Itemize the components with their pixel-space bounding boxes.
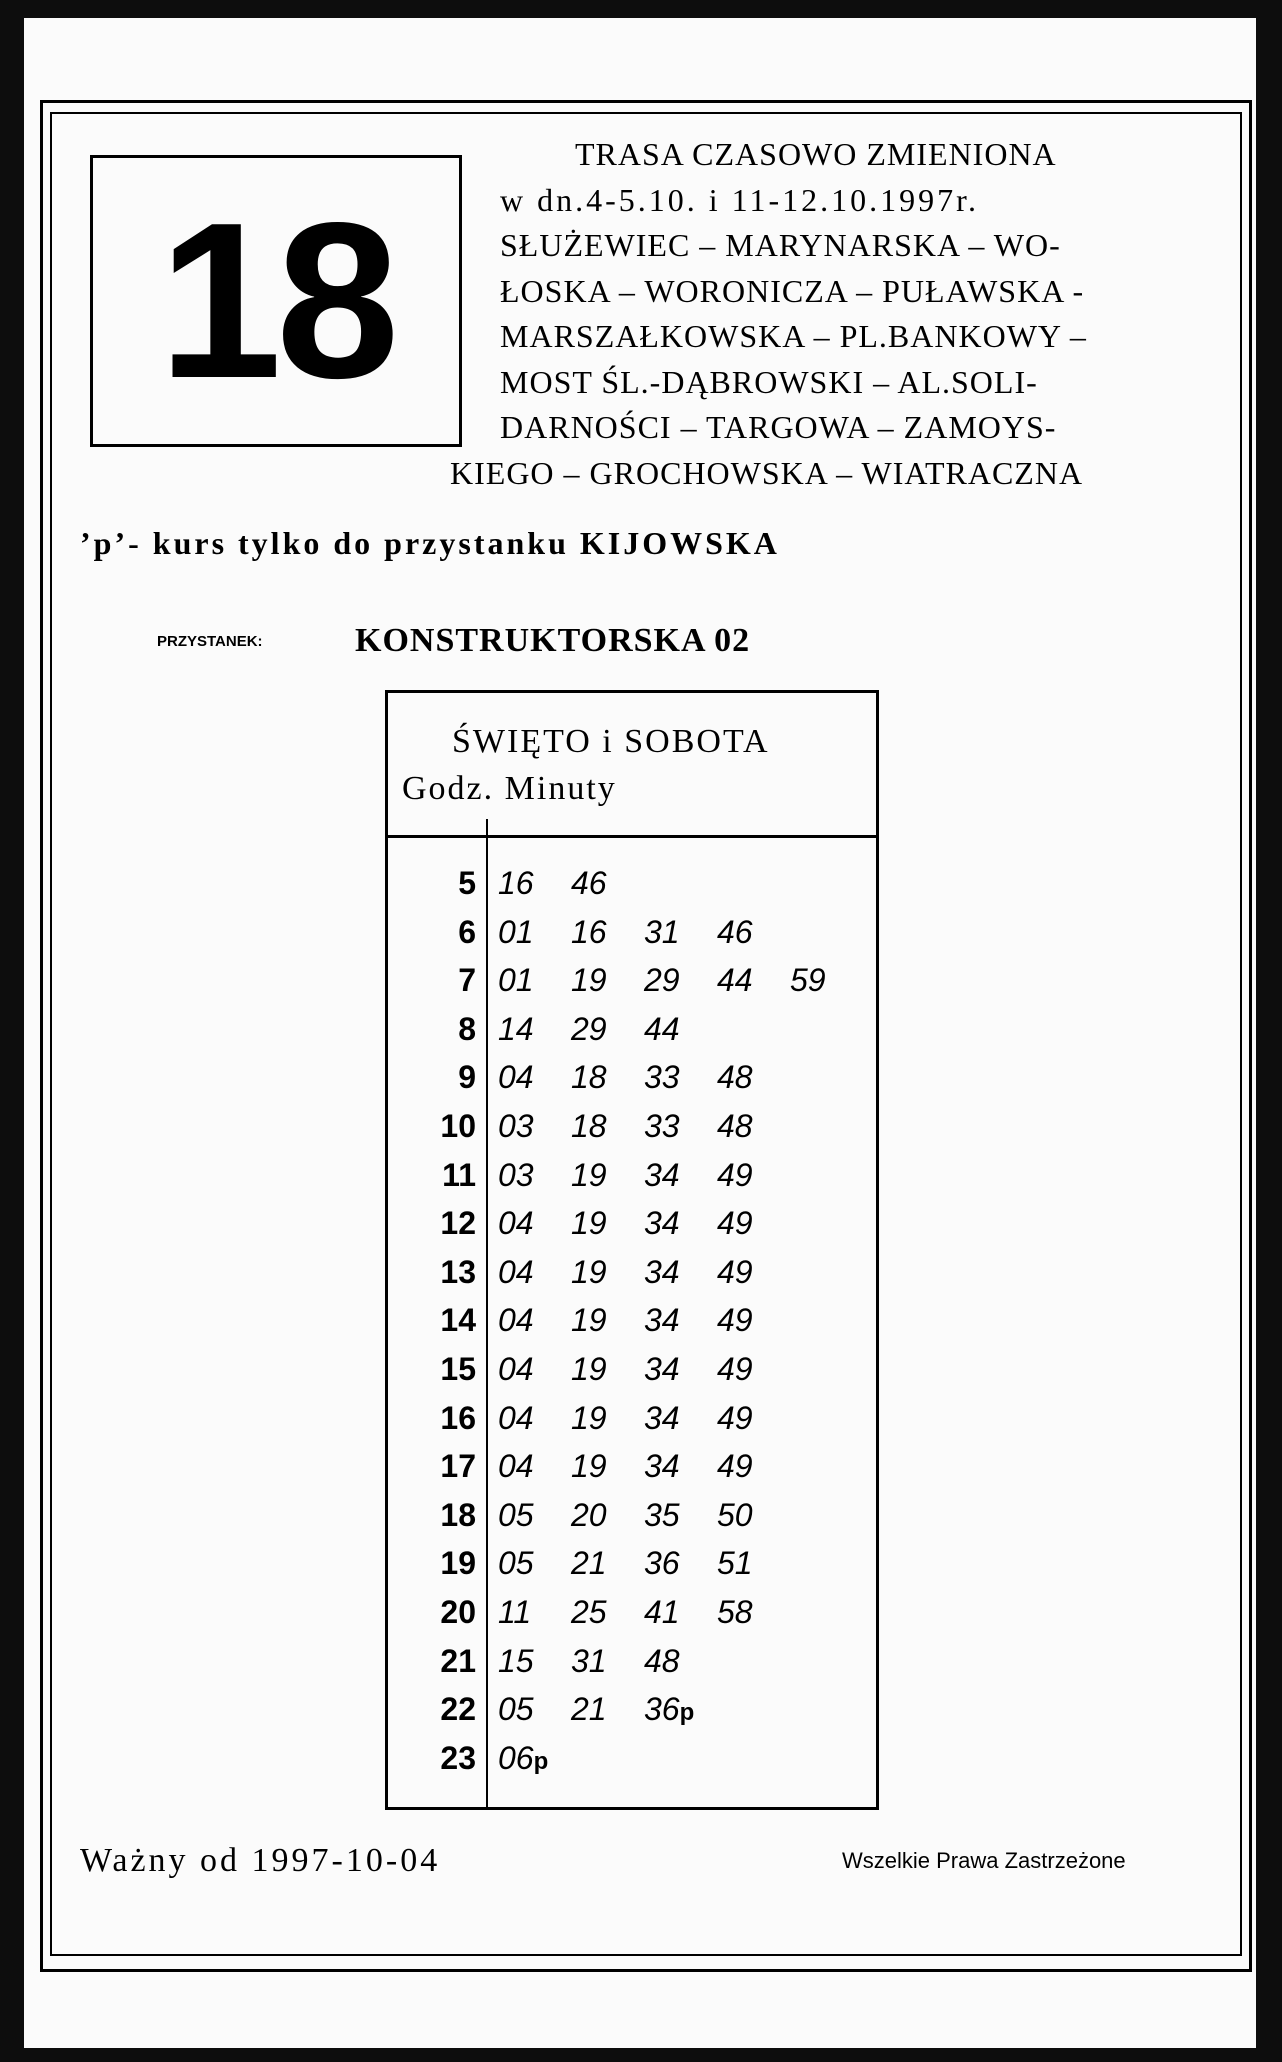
table-row <box>388 1009 876 1058</box>
table-row <box>388 863 876 912</box>
stop-name: KONSTRUKTORSKA 02 <box>355 622 751 659</box>
hour-cell: 17 <box>440 1448 476 1485</box>
departure-minute: 48 <box>644 1642 680 1679</box>
departure-minute: 31 <box>571 1642 607 1679</box>
departure-minute: 01 <box>498 962 534 999</box>
table-row <box>388 960 876 1009</box>
departure-minute: 46 <box>717 913 753 950</box>
departure-minute: 01 <box>498 913 534 950</box>
route-line: MARSZAŁKOWSKA – PL.BANKOWY – <box>500 318 1087 354</box>
table-row <box>388 1349 876 1398</box>
departure-minute: 50 <box>717 1496 753 1533</box>
departure-minute: 46 <box>571 865 607 901</box>
departure-minute: 44 <box>717 962 753 999</box>
hour-cell: 6 <box>458 913 476 950</box>
table-row <box>388 1738 876 1787</box>
departure-minute: 04 <box>498 1302 534 1339</box>
minutes-cell <box>498 1495 790 1535</box>
hour-cell: 16 <box>440 1399 476 1436</box>
departure-minute: 49 <box>717 1205 753 1242</box>
departure-minute: 19 <box>571 1350 607 1387</box>
departure-minute: 35 <box>644 1496 680 1533</box>
departure-minute: 44 <box>644 1010 680 1047</box>
departure-minute: 34 <box>644 1253 680 1290</box>
departure-minute: 31 <box>644 913 680 950</box>
departure-minute: 19 <box>571 1302 607 1339</box>
stop-label: PRZYSTANEK: <box>157 633 263 650</box>
hour-cell: 9 <box>458 1059 476 1096</box>
departure-minute: 49 <box>717 1253 753 1290</box>
departure-minute: 59 <box>790 962 826 999</box>
departure-minute: 05 <box>498 1496 534 1533</box>
departure-minute: 33 <box>644 1059 680 1096</box>
departure-minute: 06p <box>498 1739 549 1776</box>
p-suffix: p <box>679 1699 695 1727</box>
minutes-cell <box>498 1106 790 1146</box>
timetable-table <box>385 690 879 1810</box>
table-row <box>388 1106 876 1155</box>
table-row <box>388 1446 876 1495</box>
minutes-cell <box>498 1057 790 1097</box>
minutes-cell <box>498 1203 790 1243</box>
minutes-cell <box>498 1689 717 1733</box>
departure-minute: 49 <box>717 1302 753 1339</box>
minutes-cell <box>498 1398 790 1438</box>
departure-minute: 49 <box>717 1399 753 1436</box>
rights-notice: Wszelkie Prawa Zastrzeżone <box>842 1848 1126 1873</box>
departure-minute: 36 <box>644 1545 680 1582</box>
table-row <box>388 1689 876 1738</box>
table-row <box>388 1641 876 1690</box>
minutes-cell <box>498 1641 717 1681</box>
departure-minute: 16 <box>571 913 607 950</box>
table-row <box>388 1398 876 1447</box>
departure-minute: 34 <box>644 1156 680 1193</box>
hour-cell: 23 <box>440 1739 476 1776</box>
p-suffix: p <box>533 1747 549 1775</box>
table-row <box>388 912 876 961</box>
departure-minute: 49 <box>717 1156 753 1193</box>
table-row <box>388 1252 876 1301</box>
minutes-cell <box>498 1446 790 1486</box>
hour-cell: 18 <box>440 1496 476 1533</box>
route-number: 18 <box>158 177 394 425</box>
table-row <box>388 1543 876 1592</box>
departure-minute: 25 <box>571 1593 607 1630</box>
route-line: MOST ŚL.-DĄBROWSKI – AL.SOLI- <box>500 363 1038 400</box>
route-line: ŁOSKA – WORONICZA – PUŁAWSKA - <box>500 272 1085 309</box>
table-row <box>388 1495 876 1544</box>
minutes-cell <box>498 863 644 903</box>
departure-minute: 04 <box>498 1399 534 1436</box>
departure-minute: 34 <box>644 1205 680 1242</box>
departure-minute: 51 <box>717 1545 753 1582</box>
table-row <box>388 1155 876 1204</box>
departure-minute: 05 <box>498 1545 534 1582</box>
table-row <box>388 1203 876 1252</box>
hour-cell: 10 <box>440 1107 476 1144</box>
header-dates: w dn.4-5.10. i 11-12.10.1997r. <box>500 181 980 218</box>
minutes-cell <box>498 1252 790 1292</box>
departure-minute: 19 <box>571 962 607 999</box>
departure-minute: 36p <box>644 1691 695 1728</box>
timetable-rows <box>388 863 876 1786</box>
minutes-cell <box>498 1300 790 1340</box>
route-line: KIEGO – GROCHOWSKA – WIATRACZNA <box>450 454 1084 491</box>
hour-cell: 14 <box>440 1302 476 1339</box>
departure-minute: 14 <box>498 1010 534 1047</box>
table-row <box>388 1057 876 1106</box>
departure-minute: 34 <box>644 1350 680 1387</box>
departure-minute: 04 <box>498 1350 534 1387</box>
departure-minute: 41 <box>644 1593 680 1630</box>
departure-minute: 21 <box>571 1545 607 1582</box>
departure-minute: 58 <box>717 1593 753 1630</box>
departure-minute: 20 <box>571 1496 607 1533</box>
hour-cell: 22 <box>440 1691 476 1728</box>
minutes-cell <box>498 1155 790 1195</box>
departure-minute: 48 <box>717 1059 753 1096</box>
minutes-cell <box>498 1543 790 1583</box>
departure-minute: 18 <box>571 1059 607 1096</box>
route-description <box>420 132 1240 496</box>
minutes-cell <box>498 1349 790 1389</box>
route-line: DARNOŚCI – TARGOWA – ZAMOYS- <box>500 409 1057 445</box>
departure-minute: 19 <box>571 1399 607 1436</box>
route-line: SŁUŻEWIEC – MARYNARSKA – WO- <box>500 227 1061 263</box>
table-row <box>388 1300 876 1349</box>
p-course-note: ’p’- kurs tylko do przystanku KIJOWSKA <box>80 525 780 561</box>
minutes-cell <box>498 912 790 952</box>
departure-minute: 33 <box>644 1107 680 1144</box>
departure-minute: 49 <box>717 1350 753 1387</box>
hour-cell: 12 <box>440 1205 476 1242</box>
departure-minute: 04 <box>498 1059 534 1096</box>
minutes-cell <box>498 1009 717 1049</box>
departure-minute: 34 <box>644 1448 680 1485</box>
table-row <box>388 1592 876 1641</box>
hour-cell: 15 <box>440 1350 476 1387</box>
header-title: TRASA CZASOWO ZMIENIONA <box>575 136 1057 172</box>
departure-minute: 21 <box>571 1691 607 1728</box>
departure-minute: 16 <box>498 865 534 901</box>
departure-minute: 49 <box>717 1448 753 1485</box>
departure-minute: 19 <box>571 1205 607 1242</box>
departure-minute: 34 <box>644 1399 680 1436</box>
hour-cell: 21 <box>440 1642 476 1679</box>
departure-minute: 29 <box>644 962 680 999</box>
minutes-cell <box>498 1738 571 1782</box>
departure-minute: 04 <box>498 1205 534 1242</box>
departure-minute: 03 <box>498 1107 534 1144</box>
departure-minute: 29 <box>571 1010 607 1047</box>
hour-cell: 20 <box>440 1593 476 1630</box>
valid-from: Ważny od 1997-10-04 <box>80 1842 441 1879</box>
hour-cell: 13 <box>440 1253 476 1290</box>
hour-cell: 19 <box>440 1545 476 1582</box>
route-number-box <box>90 155 462 447</box>
departure-minute: 18 <box>571 1107 607 1144</box>
departure-minute: 04 <box>498 1253 534 1290</box>
hour-cell: 8 <box>458 1010 476 1047</box>
hour-cell: 7 <box>458 962 476 999</box>
hour-cell: 11 <box>442 1156 476 1193</box>
minutes-cell <box>498 1592 790 1632</box>
column-header: Godz. Minuty <box>402 770 617 807</box>
departure-minute: 34 <box>644 1302 680 1339</box>
departure-minute: 48 <box>717 1107 753 1144</box>
departure-minute: 11 <box>498 1593 532 1630</box>
hour-cell: 5 <box>458 865 476 901</box>
departure-minute: 19 <box>571 1253 607 1290</box>
departure-minute: 03 <box>498 1156 534 1193</box>
departure-minute: 19 <box>571 1156 607 1193</box>
header-divider <box>388 835 876 838</box>
minutes-cell <box>498 960 863 1000</box>
departure-minute: 15 <box>498 1642 534 1679</box>
departure-minute: 19 <box>571 1448 607 1485</box>
day-type-title: ŚWIĘTO i SOBOTA <box>452 723 770 760</box>
departure-minute: 04 <box>498 1448 534 1485</box>
departure-minute: 05 <box>498 1691 534 1728</box>
